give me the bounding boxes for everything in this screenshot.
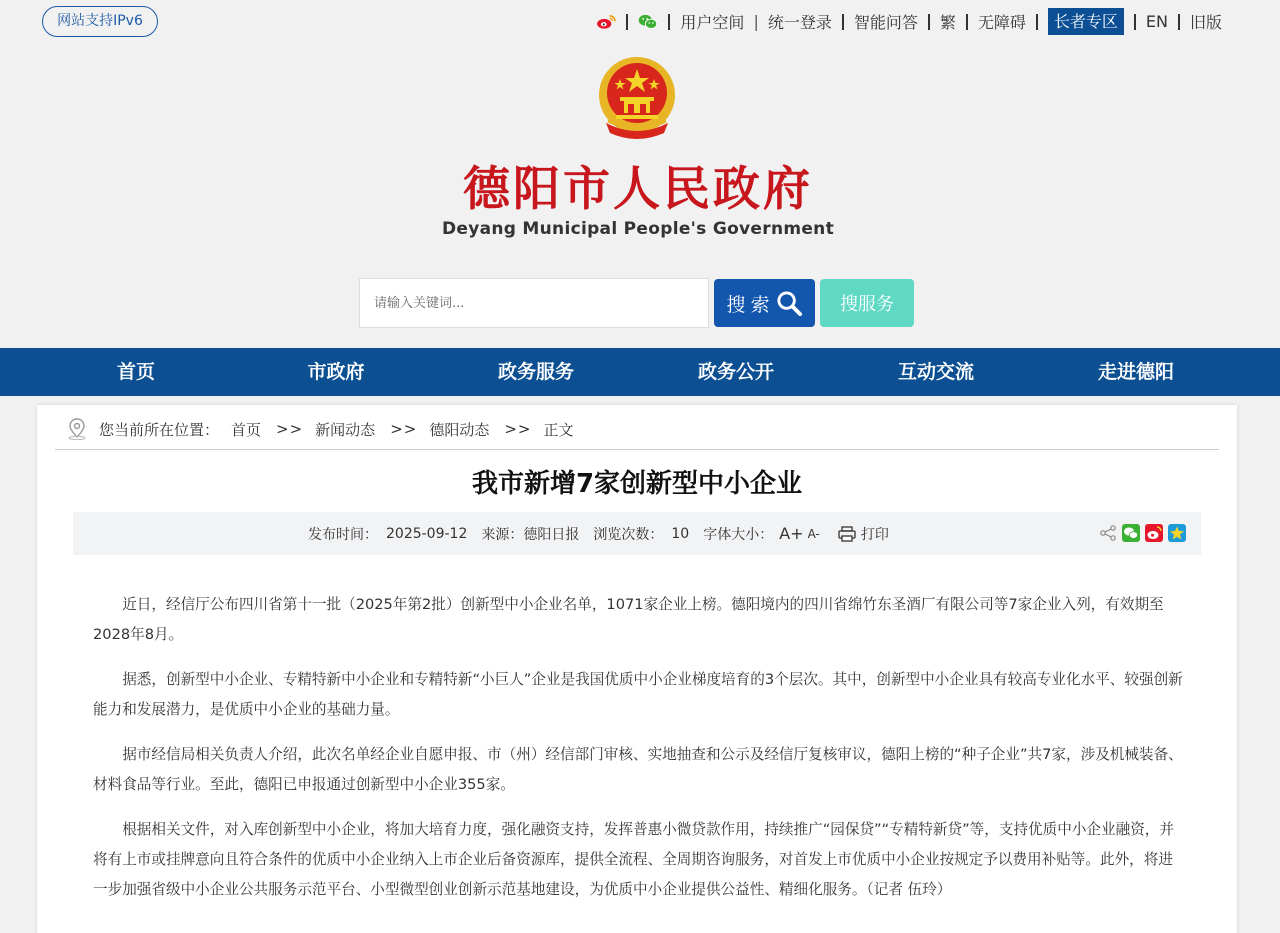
nav-interaction[interactable]: 互动交流 — [897, 361, 974, 383]
views-label: 浏览次数： — [593, 526, 664, 543]
divider: | — [753, 12, 759, 31]
breadcrumb-current: 正文 — [543, 420, 574, 439]
divider — [668, 14, 670, 30]
divider — [1036, 14, 1038, 30]
breadcrumb-separator: >> — [276, 420, 304, 438]
article-paragraph: 近日，经信厅公布四川省第十一批（2025年第2批）创新型中小企业名单，1071家企业上榜。德阳境内的四川省绵竹东圣酒厂有限公司等7家企业入列，有效期至2028年8月。 — [93, 596, 1164, 643]
search-input[interactable] — [359, 278, 709, 328]
old-version-link[interactable]: 旧版 — [1189, 13, 1222, 32]
location-pin-icon — [67, 418, 87, 440]
source-value: 德阳日报 — [523, 526, 580, 543]
smart-qa-link[interactable]: 智能问答 — [853, 13, 918, 32]
search-button-label: 搜 索 — [726, 294, 770, 316]
accessibility-link[interactable]: 无障碍 — [977, 13, 1026, 32]
article-paragraph: 根据相关文件，对入库创新型中小企业，将加大培育力度，强化融资支持，发挥普惠小微贷款作用，持续推广“园保贷”“专精特新贷”等，支持优质中小企业融资，并将有上市或挂牌意向且符合条件的优质中小企业纳入上市企业后备资源库，提供全流程、全周期咨询服务，对首发上市优质中小企业按规定予以费用补贴等。此外，将进一步加强省级中小企业公共服务示范平台、小型微型创业创新示范基地建设，为优质中小企业提供公益性、精细化服务。（记者 伍玲） — [93, 821, 1174, 898]
traditional-chinese-link[interactable]: 繁 — [939, 13, 956, 32]
article-card — [37, 405, 1237, 933]
nav-gov-services[interactable]: 政务服务 — [497, 361, 574, 383]
article-body — [93, 590, 1185, 920]
elderly-zone-link[interactable]: 长者专区 — [1048, 8, 1124, 35]
breadcrumb-deyang-news[interactable]: 德阳动态 — [429, 420, 490, 439]
weibo-share-icon[interactable] — [1145, 524, 1163, 542]
print-button[interactable]: 打印 — [860, 526, 889, 543]
divider — [928, 14, 930, 30]
divider — [1178, 14, 1180, 30]
search-service-button[interactable]: 搜服务 — [820, 279, 914, 327]
unified-login-link[interactable]: 统一登录 — [767, 13, 832, 32]
nav-home[interactable]: 首页 — [116, 361, 155, 383]
font-decrease-button[interactable]: A- — [807, 526, 820, 541]
weibo-icon[interactable] — [596, 14, 616, 30]
breadcrumb-news[interactable]: 新闻动态 — [315, 420, 376, 439]
main-nav — [0, 348, 1280, 396]
divider — [842, 14, 844, 30]
share-bar — [1099, 524, 1186, 542]
printer-icon[interactable] — [838, 526, 856, 542]
publish-date: 2025-09-12 — [386, 525, 468, 542]
divider — [966, 14, 968, 30]
qzone-share-icon[interactable] — [1168, 524, 1186, 542]
english-link[interactable]: EN — [1145, 12, 1168, 31]
national-emblem-icon — [598, 55, 676, 143]
divider — [1134, 14, 1136, 30]
font-increase-button[interactable]: A+ — [779, 524, 804, 543]
site-subtitle: Deyang Municipal People's Government — [441, 219, 835, 239]
source-label: 来源： — [481, 526, 524, 543]
article-title: 我市新增7家创新型中小企业 — [471, 469, 803, 499]
nav-gov-disclosure[interactable]: 政务公开 — [697, 361, 774, 383]
breadcrumb-separator: >> — [390, 420, 418, 438]
site-title: 德阳市人民政府 — [463, 162, 813, 217]
breadcrumb-home[interactable]: 首页 — [231, 420, 262, 439]
font-size-label: 字体大小： — [703, 526, 774, 543]
wechat-share-icon[interactable] — [1122, 524, 1140, 542]
views-count: 10 — [671, 525, 690, 542]
search-icon — [776, 290, 803, 317]
article-paragraph: 据悉，创新型中小企业、专精特新中小企业和专精特新“小巨人”企业是我国优质中小企业梯度培育的3个层次。其中，创新型中小企业具有较高专业化水平、较强创新能力和发展潜力，是优质中小企业的基础力量。 — [93, 671, 1183, 718]
article-paragraph: 据市经信局相关负责人介绍，此次名单经企业自愿申报、市（州）经信部门审核、实地抽查和公示及经信厅复核审议，德阳上榜的“种子企业”共7家，涉及机械装备、材料食品等行业。至此，德阳已申报通过创新型中小企业355家。 — [93, 746, 1183, 793]
wechat-icon[interactable] — [638, 14, 658, 30]
article-meta — [73, 512, 1201, 555]
nav-city-government[interactable]: 市政府 — [307, 361, 365, 383]
divider — [626, 14, 628, 30]
ipv6-badge[interactable]: 网站支持IPv6 — [42, 6, 158, 37]
search-button[interactable] — [714, 279, 815, 327]
divider — [55, 449, 1219, 450]
top-links — [596, 8, 1222, 35]
user-space-link[interactable]: 用户空间 — [680, 13, 745, 32]
share-icon[interactable] — [1099, 524, 1117, 542]
publish-label: 发布时间： — [308, 526, 378, 543]
nav-about-deyang[interactable]: 走进德阳 — [1097, 361, 1174, 383]
breadcrumb-separator: >> — [504, 420, 532, 438]
breadcrumb-prefix: 您当前所在位置： — [99, 420, 220, 439]
breadcrumb — [67, 415, 574, 443]
